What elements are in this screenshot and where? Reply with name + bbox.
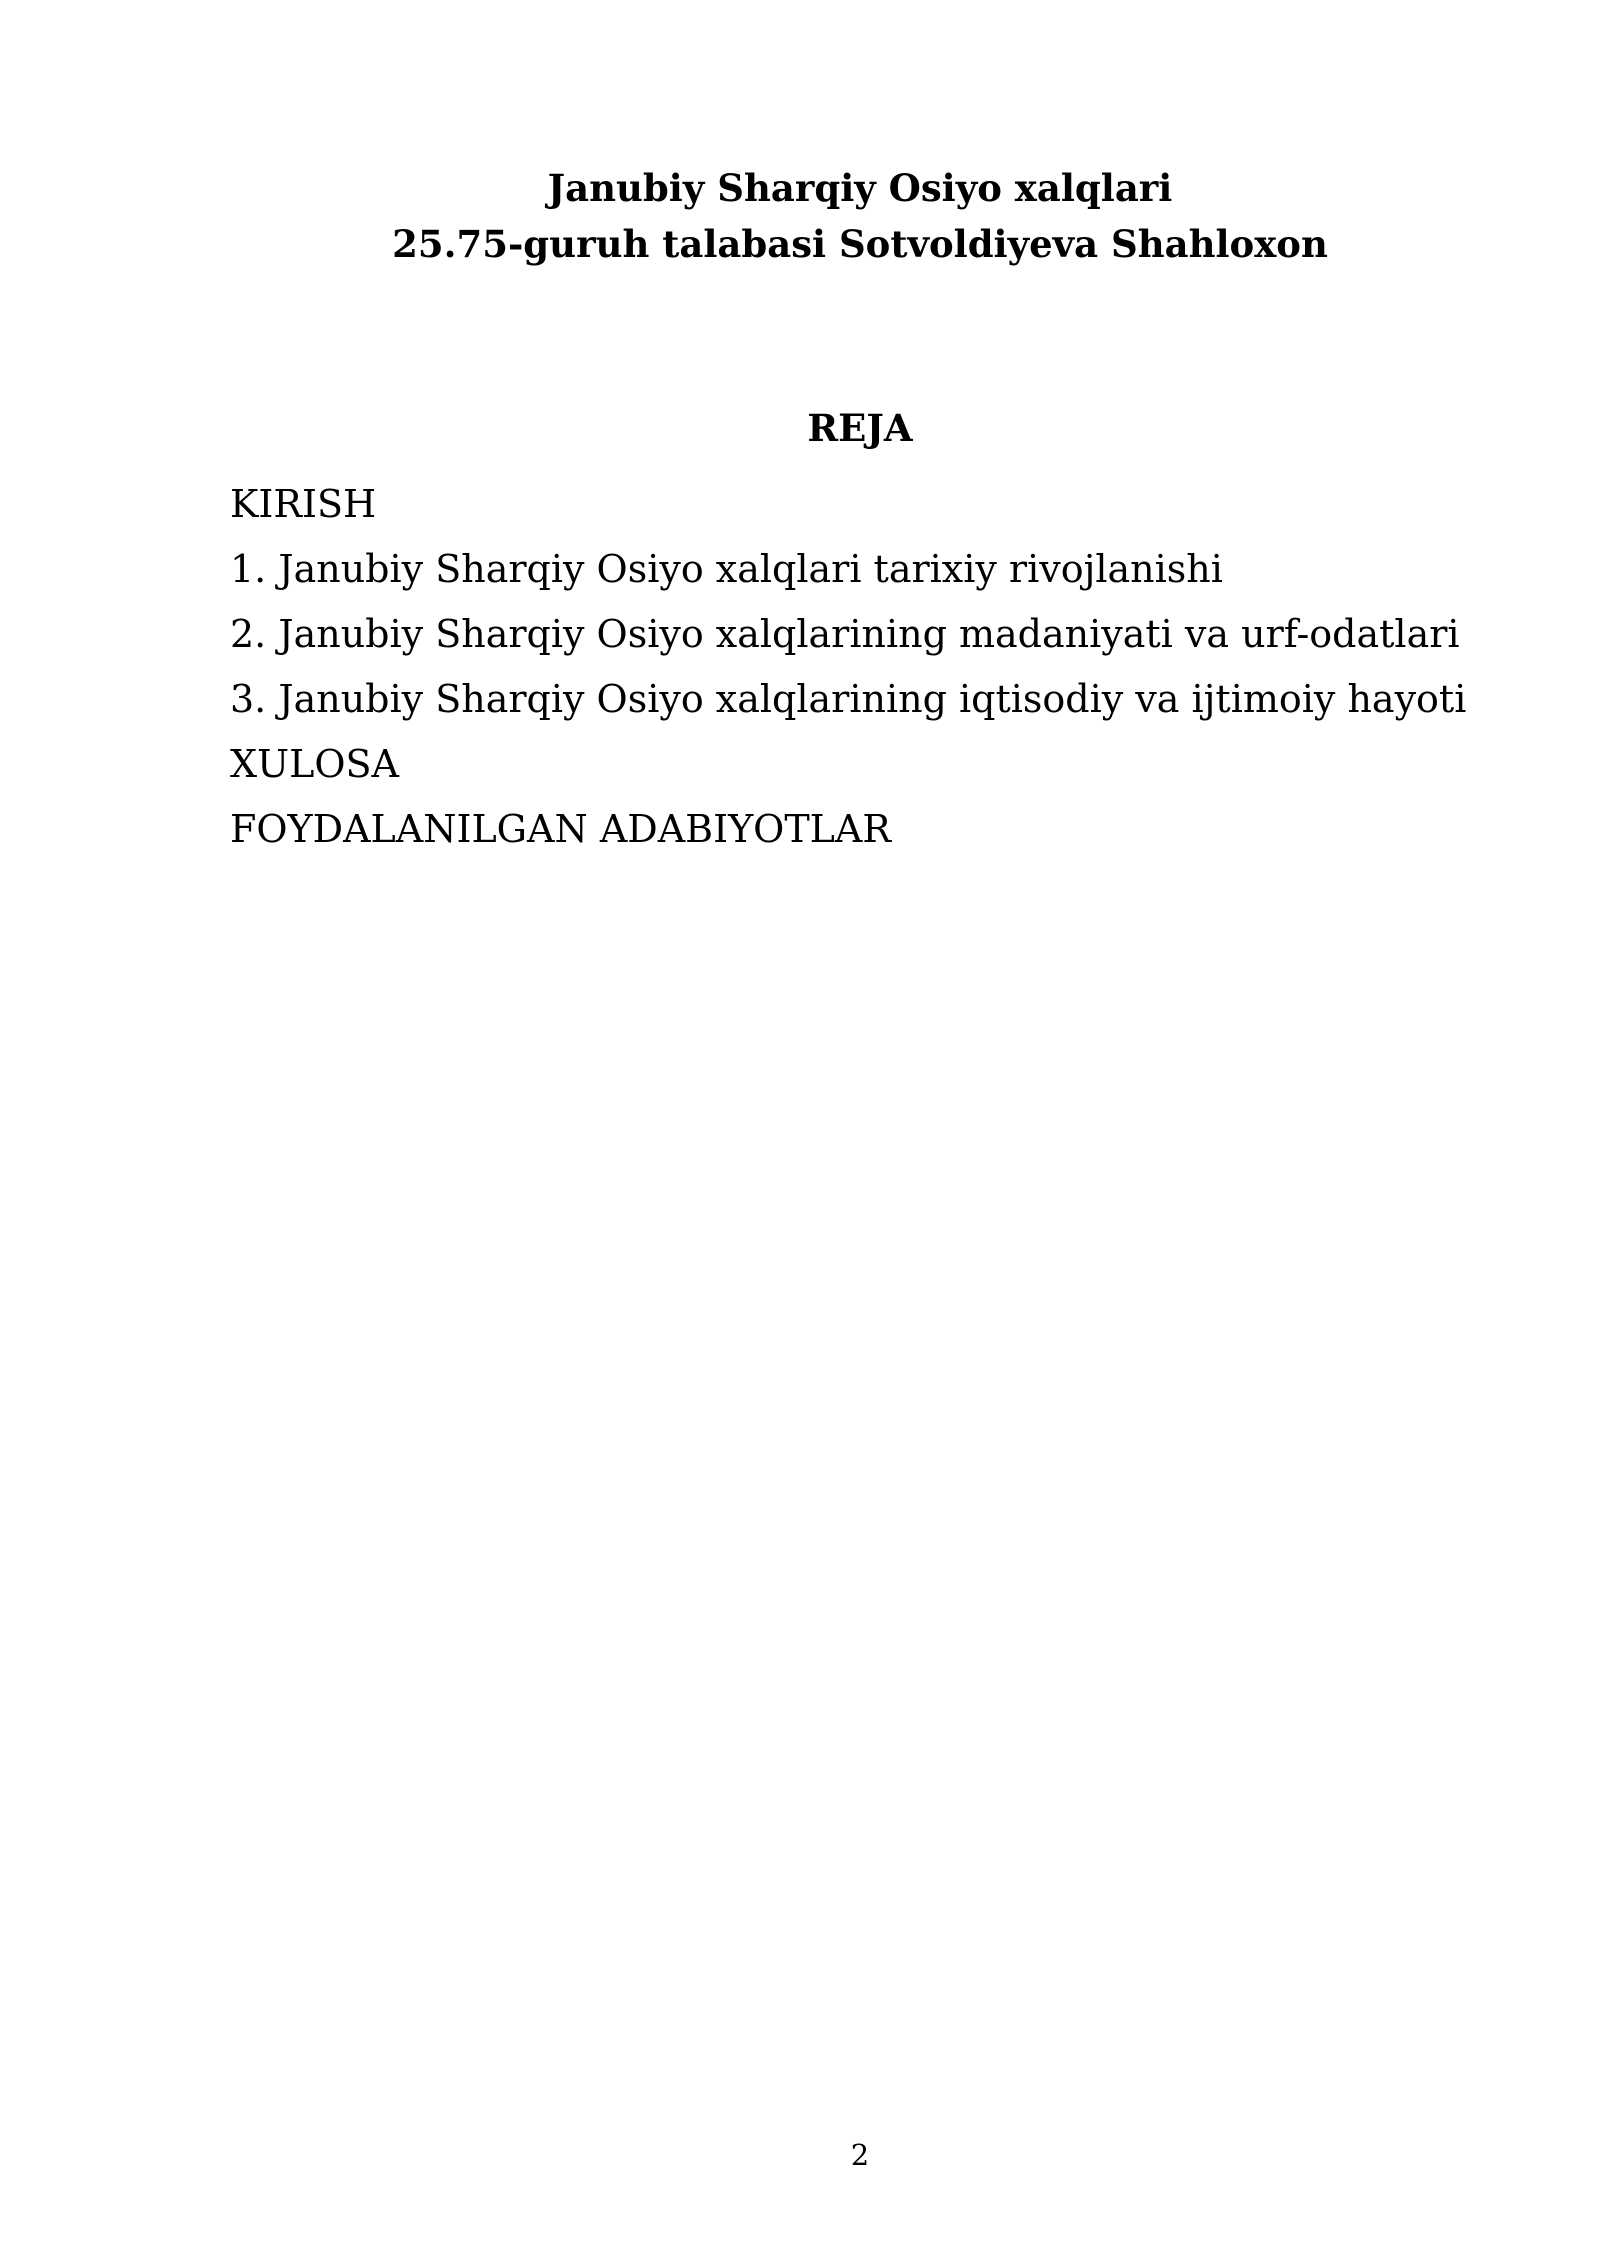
plan-list [230,472,1550,862]
page-number: 2 [850,2138,870,2172]
plan-item-3: 3. Janubiy Sharqiy Osiyo xalqlarining iqtisodiy va ijtimoiy hayoti [230,677,1467,721]
plan-heading: REJA [807,406,913,450]
document-author-line: 25.75-guruh talabasi Sotvoldiyeva Shahloxon [392,222,1328,266]
document-title-block [0,160,1600,272]
document-title: Janubiy Sharqiy Osiyo xalqlari [547,166,1173,210]
plan-item-1: 1. Janubiy Sharqiy Osiyo xalqlari tarixiy rivojlanishi [230,547,1223,591]
plan-item-references: FOYDALANILGAN ADABIYOTLAR [230,807,891,851]
plan-item-conclusion: XULOSA [230,742,399,786]
plan-item-2: 2. Janubiy Sharqiy Osiyo xalqlarining madaniyati va urf-odatlari [230,612,1460,656]
plan-item-introduction: KIRISH [230,482,377,526]
